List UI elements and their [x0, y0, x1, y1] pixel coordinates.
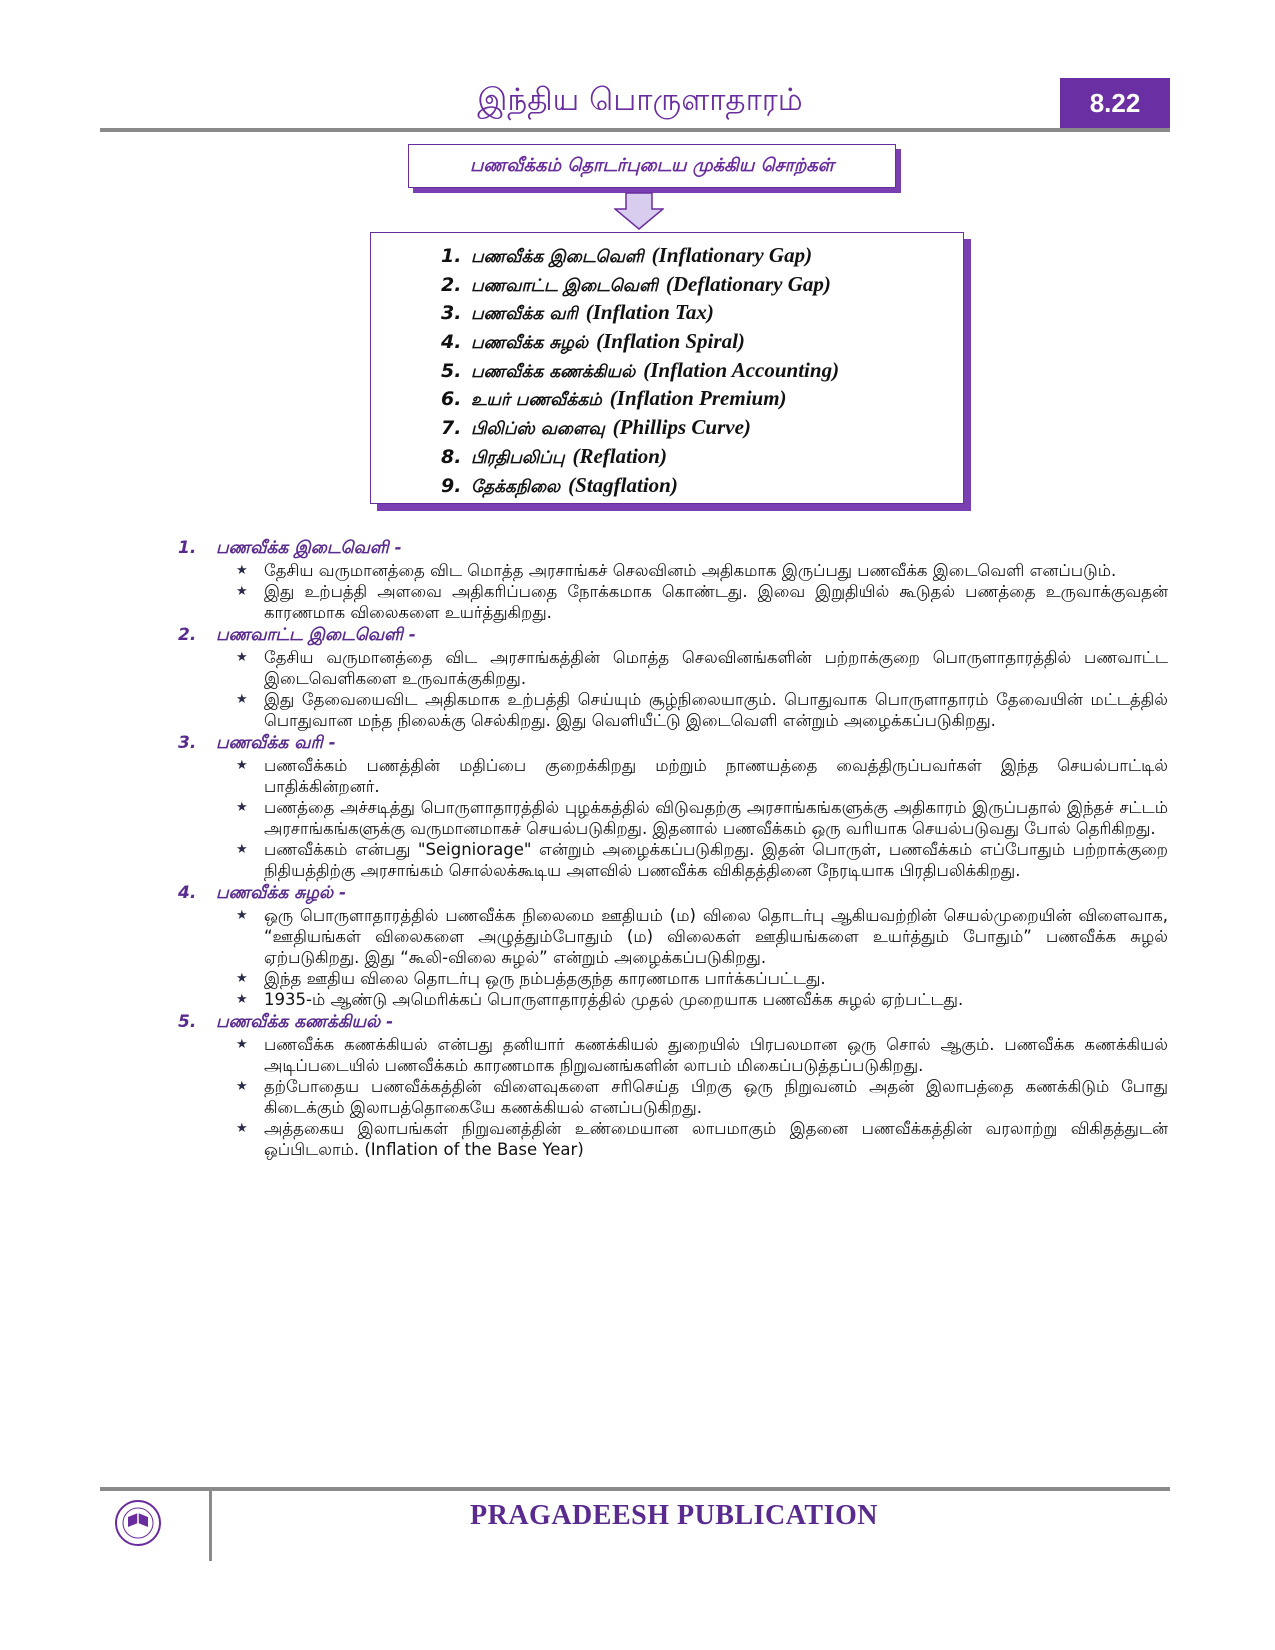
bullet-point: ★ தேசிய வருமானத்தை விட அரசாங்கத்தின் மொத்த செலவினங்களின் பற்றாக்குறை பொருளாதாரத்தில் பணவாட்ட இடைவெளிகளை உருவாக்குகிறது. [178, 647, 1168, 689]
key-term-item [441, 384, 839, 413]
key-term-tamil: பணவாட்ட இடைவெளி [471, 275, 658, 296]
key-term-number: 6. [441, 388, 462, 411]
key-term-item [441, 442, 839, 471]
section-title: பணவீக்க இடைவெளி - [216, 538, 402, 558]
key-term-tamil: பணவீக்க கணக்கியல் [471, 361, 636, 382]
section-number: 5. [178, 1012, 197, 1032]
key-term-number: 4. [441, 331, 462, 354]
key-term-item [441, 413, 839, 442]
section-number: 2. [178, 625, 197, 645]
key-term-english: (Stagflation) [568, 472, 678, 497]
footer-vertical-divider [209, 1491, 212, 1561]
key-terms-box [370, 232, 964, 504]
key-term-number: 5. [441, 359, 462, 382]
section-heading [178, 731, 1168, 755]
section-title: பணவீக்க சுழல் - [216, 883, 347, 903]
section-number: 1. [178, 538, 197, 558]
section-heading [178, 1010, 1168, 1034]
key-term-english: (Deflationary Gap) [665, 271, 831, 296]
bullet-point: ★ 1935-ம் ஆண்டு அமெரிக்கப் பொருளாதாரத்தில் முதல் முறையாக பணவீக்க சுழல் ஏற்பட்டது. [178, 989, 1168, 1010]
key-term-item [441, 356, 839, 385]
publisher-logo-icon [114, 1499, 162, 1547]
key-term-number: 9. [441, 474, 462, 497]
key-term-english: (Inflationary Gap) [651, 243, 813, 267]
key-term-number: 1. [441, 245, 462, 267]
key-term-item [441, 298, 839, 327]
key-term-tamil: தேக்கநிலை [471, 476, 561, 497]
page-title: இந்திய பொருளாதாரம் [477, 82, 803, 118]
key-term-english: (Inflation Spiral) [596, 329, 745, 354]
section-title: பணவீக்க வரி - [216, 733, 336, 753]
key-term-number: 2. [441, 273, 462, 296]
bullet-point: ★ தேசிய வருமானத்தை விட மொத்த அரசாங்கச் செலவினம் அதிகமாக இருப்பது பணவீக்க இடைவெளி எனப்படும். [178, 560, 1168, 581]
key-term-item [441, 327, 839, 356]
key-term-tamil: உயர் பணவீக்கம் [471, 390, 602, 411]
bullet-list [178, 647, 1168, 731]
section-number: 3. [178, 733, 197, 753]
key-term-english: (Inflation Accounting) [643, 357, 840, 382]
publisher-name: PRAGADEESH PUBLICATION [470, 1500, 878, 1531]
key-term-tamil: பணவீக்க இடைவெளி [471, 247, 644, 267]
bullet-list [178, 755, 1168, 881]
footer-divider [100, 1487, 1170, 1491]
key-term-english: (Phillips Curve) [612, 415, 751, 440]
key-term-english: (Inflation Premium) [609, 386, 787, 411]
bullet-point: ★ பணவீக்க கணக்கியல் என்பது தனியார் கணக்கியல் துறையில் பிரபலமான ஒரு சொல் ஆகும். பணவீக்க கணக்கியல் அடிப்படையில் பணவீக்கம் காரணமாக நிறுவனங்களின் லாபம் மிகைப்படுத்தப்படுகிறது. [178, 1034, 1168, 1076]
key-term-item [441, 270, 839, 299]
bullet-point: ★ இது உற்பத்தி அளவை அதிகரிப்பதை நோக்கமாக கொண்டது. இவை இறுதியில் கூடுதல் பணத்தை உருவாக்குவதன் காரணமாக விலைகளை உயர்த்துகிறது. [178, 581, 1168, 623]
section-title: பணவாட்ட இடைவெளி - [216, 625, 416, 645]
page-number-badge: 8.22 [1060, 78, 1170, 128]
bullet-point: ★ ஒரு பொருளாதாரத்தில் பணவீக்க நிலைமை ஊதியம் (ம) விலை தொடர்பு ஆகியவற்றின் செயல்முறையின் விளைவாக, “ஊதியங்கள் விலைகளை அழுத்தும்போதும் (ம) விலைகள் ஊதியங்களை உயர்த்தும் போதும்” பணவீக்க சுழல் ஏற்படுகிறது. இது “கூலி-விலை சுழல்” என்றும் அழைக்கப்படுகிறது. [178, 905, 1168, 968]
key-terms-list [441, 241, 839, 499]
section-heading [178, 536, 1168, 560]
bullet-point: ★ பணவீக்கம் பணத்தின் மதிப்பை குறைக்கிறது மற்றும் நாணயத்தை வைத்திருப்பவர்கள் இந்த செயல்பாட்டில் பாதிக்கின்றனர். [178, 755, 1168, 797]
section-title: பணவீக்க கணக்கியல் - [216, 1012, 394, 1032]
key-term-tamil: பிலிப்ஸ் வளைவு [471, 419, 605, 440]
section-heading [178, 623, 1168, 647]
key-term-tamil: பிரதிபலிப்பு [471, 447, 565, 468]
key-term-item [441, 241, 839, 270]
sections-content [178, 536, 1168, 1160]
bullet-point: ★ அத்தகைய இலாபங்கள் நிறுவனத்தின் உண்மையான லாபமாகும் இதனை பணவீக்கத்தின் வரலாற்று விகிதத்துடன் ஒப்பிடலாம். (Inflation of the Base Year) [178, 1118, 1168, 1160]
key-term-tamil: பணவீக்க வரி [471, 304, 578, 325]
bullet-list [178, 905, 1168, 1010]
key-term-number: 7. [441, 417, 462, 440]
key-term-number: 3. [441, 302, 462, 325]
key-term-english: (Inflation Tax) [585, 300, 714, 325]
header-divider [100, 128, 1170, 132]
bullet-point: ★ இது தேவையைவிட அதிகமாக உற்பத்தி செய்யும் சூழ்நிலையாகும். பொதுவாக பொருளாதாரம் தேவையின் மட்டத்தில் பொதுவான மந்த நிலைக்கு செல்கிறது. இது வெளியீட்டு இடைவெளி என்றும் அழைக்கப்படுகிறது. [178, 689, 1168, 731]
bullet-point: ★ இந்த ஊதிய விலை தொடர்பு ஒரு நம்பத்தகுந்த காரணமாக பார்க்கப்பட்டது. [178, 968, 1168, 989]
bullet-point: ★ தற்போதைய பணவீக்கத்தின் விளைவுகளை சரிசெய்த பிறகு ஒரு நிறுவனம் அதன் இலாபத்தை கணக்கிடும் போது கிடைக்கும் இலாபத்தொகையே கணக்கியல் எனப்படுகிறது. [178, 1076, 1168, 1118]
bullet-list [178, 1034, 1168, 1160]
section-heading [178, 881, 1168, 905]
key-term-english: (Reflation) [572, 443, 667, 468]
bullet-point: ★ பணவீக்கம் என்பது "Seigniorage" என்றும் அழைக்கப்படுகிறது. இதன் பொருள், பணவீக்கம் எப்போதும் பற்றாக்குறை நிதியத்திற்கு அரசாங்கம் சொல்லக்கூடிய அளவில் பணவீக்க விகிதத்தினை நேரடியாக பிரதிபலிக்கிறது. [178, 839, 1168, 881]
down-arrow-icon [614, 192, 664, 230]
key-term-tamil: பணவீக்க சுழல் [471, 333, 589, 354]
key-term-number: 8. [441, 445, 462, 468]
section-number: 4. [178, 883, 197, 903]
bullet-point: ★ பணத்தை அச்சடித்து பொருளாதாரத்தில் புழக்கத்தில் விடுவதற்கு அரசாங்கங்களுக்கு அதிகாரம் இருப்பதால் இந்தச் சட்டம் அரசாங்கங்களுக்கு வருமானமாகச் செயல்படுகிறது. இதனால் பணவீக்கம் ஒரு வரியாக செயல்படுவது போல் தெரிகிறது. [178, 797, 1168, 839]
key-term-item [441, 471, 839, 500]
bullet-list [178, 560, 1168, 623]
key-terms-title-box: பணவீக்கம் தொடர்புடைய முக்கிய சொற்கள் [408, 144, 896, 188]
